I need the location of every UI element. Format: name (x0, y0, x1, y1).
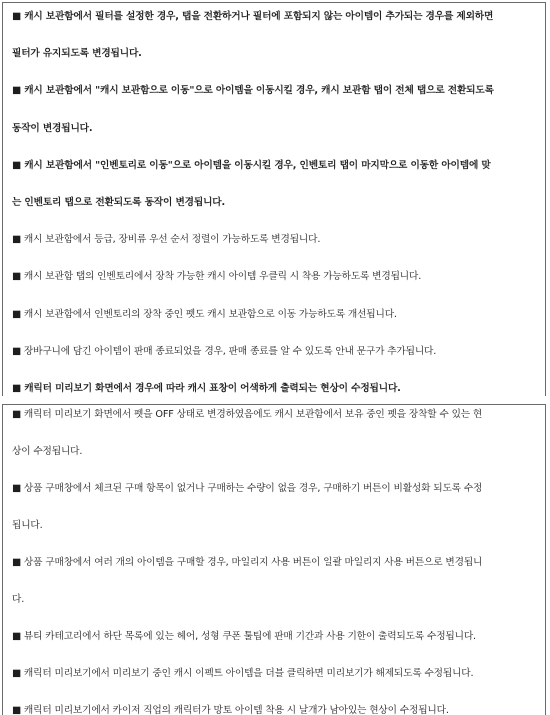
patch-note-line: ■ 캐시 보관함에서 등급, 장비류 우선 순서 정렬이 가능하도록 변경됩니다. (12, 234, 321, 246)
patch-note-line: ■ 캐릭터 미리보기에서 미리보기 중인 캐시 이펙트 아이템을 더블 클릭하면 미리보기가 해제되도록 수정됩니다. (12, 668, 474, 679)
patch-note-line: ■ 캐시 보관함 탭의 인벤토리에서 장착 가능한 캐시 아이템 우클릭 시 착용 가능하도록 변경됩니다. (12, 271, 422, 283)
patch-note-line: 됩니다. (12, 520, 43, 531)
patch-note-line: ■ 캐시 보관함에서 필터를 설정한 경우, 탭을 전환하거나 필터에 포함되지 않는 아이템이 추가되는 경우를 제외하면 (12, 11, 494, 22)
patch-note-line: ■ 캐릭터 미리보기 화면에서 경우에 따라 캐시 표창이 어색하게 출력되는 현상이 수정됩니다. (12, 383, 401, 394)
patch-note-line: ■ 캐시 보관함에서 "캐시 보관함으로 이동"으로 아이템을 이동시킬 경우, 캐시 보관함 탭이 전체 탭으로 전환되도록 (12, 85, 494, 97)
patch-notes-panel-bottom (2, 404, 546, 715)
patch-note-line: 동작이 변경됩니다. (12, 122, 93, 134)
patch-note-line: ■ 뷰티 카테고리에서 하단 목록에 있는 헤어, 성형 쿠폰 툴팁에 판매 기간과 사용 기한이 출력되도록 수정됩니다. (12, 631, 476, 642)
patch-note-line: 는 인벤토리 탭으로 전환되도록 동작이 변경됩니다. (12, 197, 226, 208)
patch-note-line: ■ 캐시 보관함에서 "인벤토리로 이동"으로 아이템을 이동시킬 경우, 인벤토리 탭이 마지막으로 이동한 아이템에 맞 (12, 159, 491, 171)
patch-note-line: ■ 상품 구매창에서 체크된 구매 항목이 없거나 구매하는 수량이 없을 경우, 구매하기 버튼이 비활성화 되도록 수정 (12, 483, 483, 494)
patch-note-line: ■ 상품 구매창에서 여러 개의 아이템을 구매할 경우, 마일리지 사용 버튼이 일괄 마일리지 사용 버튼으로 변경됩니 (12, 557, 483, 568)
patch-notes-panel-top (2, 2, 546, 396)
patch-note-line: 다. (12, 594, 25, 605)
patch-note-line: ■ 캐릭터 미리보기에서 카이저 직업의 캐릭터가 망토 아이템 착용 시 날개가 남아있는 현상이 수정됩니다. (12, 705, 449, 715)
patch-note-line: 상이 수정됩니다. (12, 446, 83, 457)
patch-note-line: ■ 캐시 보관함에서 인벤토리의 장착 중인 펫도 캐시 보관함으로 이동 가능하도록 개선됩니다. (12, 308, 397, 320)
patch-note-line: 필터가 유지되도록 변경됩니다. (12, 48, 142, 60)
patch-note-line: ■ 캐릭터 미리보기 화면에서 펫을 OFF 상태로 변경하였음에도 캐시 보관함에서 보유 중인 펫을 장착할 수 있는 현 (12, 409, 483, 420)
patch-note-line: ■ 장바구니에 담긴 아이템이 판매 종료되었을 경우, 판매 종료를 알 수 있도록 안내 문구가 추가됩니다. (12, 345, 437, 357)
